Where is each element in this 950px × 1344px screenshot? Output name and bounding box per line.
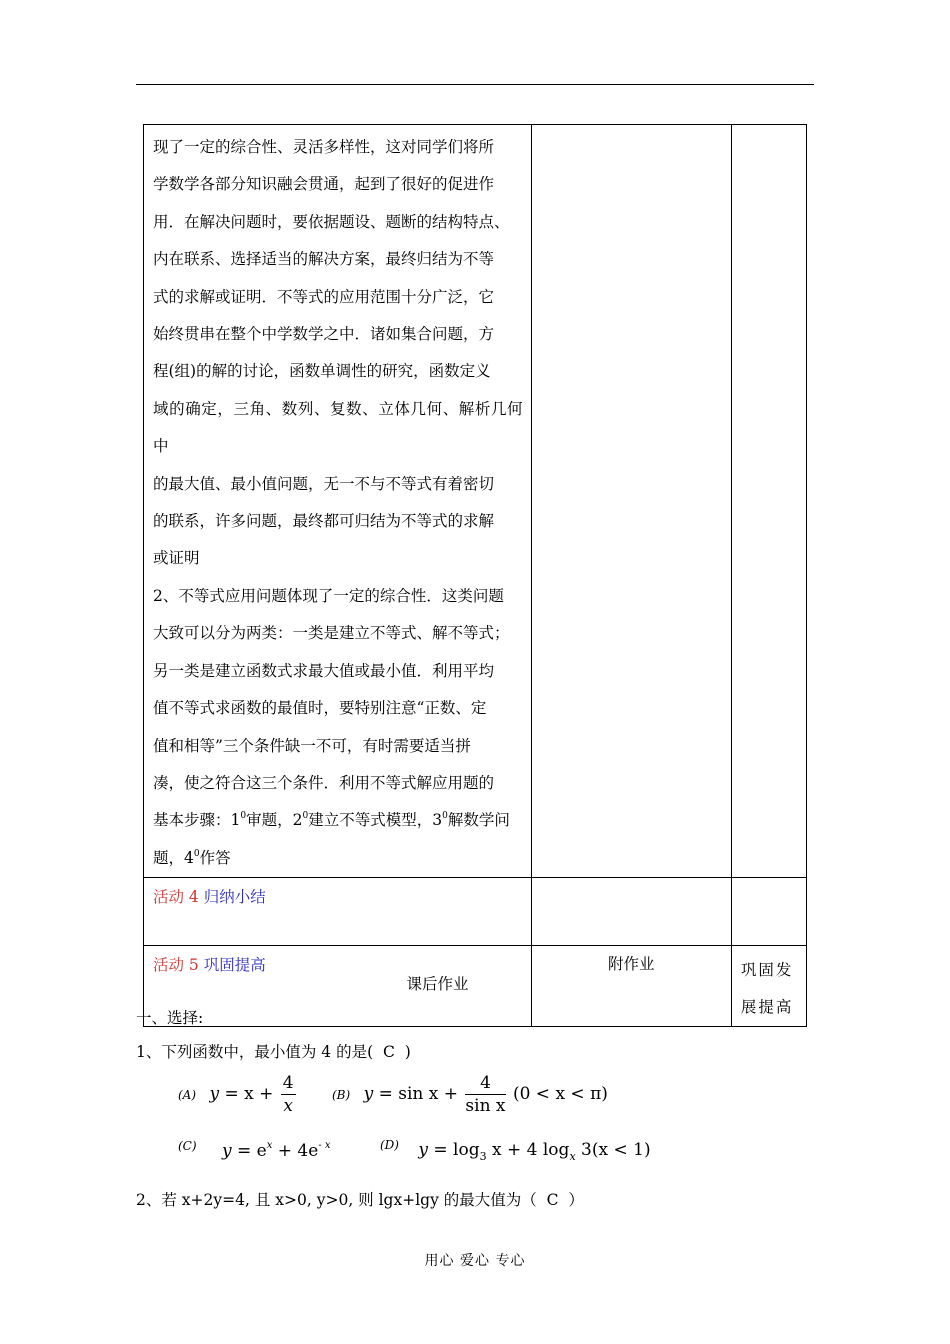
text-line: 2、不等式应用问题体现了一定的综合性．这类问题 bbox=[153, 586, 504, 605]
text-line: 值不等式求函数的最值时，要特别注意“正数、定 bbox=[153, 699, 487, 718]
question-1: 1、下列函数中，最小值为 4 的是( C ) bbox=[136, 1043, 411, 1061]
q1-answer: C bbox=[383, 1043, 395, 1061]
option-c: $^{(C)}$ $y = e^x + 4e^{- x}$ bbox=[178, 1139, 331, 1161]
text-line: 程(组)的解的讨论，函数单调性的研究，函数定义 bbox=[153, 362, 491, 381]
homework-title: 课后作业 bbox=[406, 975, 469, 993]
q2-answer: C bbox=[546, 1191, 559, 1209]
text-line: 内在联系、选择适当的解决方案，最终归结为不等 bbox=[153, 250, 495, 269]
page-footer: 用心 爱心 专心 bbox=[424, 1253, 526, 1269]
text-line: 大致可以分为两类：一类是建立不等式、解不等式； bbox=[153, 624, 510, 643]
summary-paragraph bbox=[144, 125, 531, 877]
lesson-table bbox=[143, 124, 807, 1027]
text-line: 现了一定的综合性、灵活多样性，这对同学们将所 bbox=[153, 138, 495, 156]
paragraph-2 bbox=[153, 578, 523, 802]
table-row bbox=[144, 878, 807, 946]
activity-5-label: 巩固提高 bbox=[203, 956, 266, 975]
text-line: 的最大值、最小值问题，无一不与不等式有着密切 bbox=[153, 474, 495, 493]
text-line: 始终贯串在整个中学数学之中．诸如集合问题，方 bbox=[153, 325, 495, 344]
activity-4-number: 活动 4 bbox=[153, 888, 204, 907]
option-d: $^{(D)}$ $y = \log_3 x + 4$ $\log_x 3(x < 1)$ bbox=[380, 1138, 651, 1163]
text-line: 式的求解或证明．不等式的应用范围十分广泛，它 bbox=[153, 287, 495, 306]
text-line: 或证明 bbox=[153, 549, 200, 568]
question-2: 2、若 x+2y=4, 且 x>0, y>0, 则 lgx+lgy 的最大值为（ C ） bbox=[136, 1191, 584, 1209]
option-a: (A) y = x + $\frac{4}{x}$ bbox=[178, 1073, 294, 1116]
goal-label: 巩固发展提高 bbox=[740, 961, 794, 1017]
homework-label: 附作业 bbox=[607, 955, 655, 974]
steps-line: 基本步骤：$1^0$审题，$2^0$建立不等式模型，$3^0$解数学问 bbox=[153, 811, 510, 830]
text-line: 学数学各部分知识融会贯通，起到了很好的促进作 bbox=[153, 175, 495, 194]
text-line: 另一类是建立函数式求最大值或最小值．利用平均 bbox=[153, 661, 495, 680]
activity-4-label: 归纳小结 bbox=[203, 888, 266, 907]
section-title: 一、选择: bbox=[136, 1009, 204, 1027]
empty-cell bbox=[531, 125, 731, 878]
empty-cell bbox=[531, 878, 731, 946]
text-line: 用．在解决问题时，要依据题设、题断的结构特点、 bbox=[153, 212, 510, 231]
last-line: 题，$4^0$作答 bbox=[153, 848, 231, 867]
text-line: 凑，使之符合这三个条件．利用不等式解应用题的 bbox=[153, 773, 495, 792]
empty-cell bbox=[731, 125, 806, 878]
text-line: 值和相等”三个条件缺一不可，有时需要适当拼 bbox=[153, 736, 471, 755]
activity-5-number: 活动 5 bbox=[153, 956, 204, 975]
activity-4-cell bbox=[144, 878, 532, 946]
empty-cell bbox=[731, 878, 806, 946]
option-b: (B) y = sin x + $\frac{4}{\text{sin x}}$ (0 < x < π) bbox=[332, 1073, 608, 1116]
text-line: 的联系，许多问题，最终都可归结为不等式的求解 bbox=[153, 512, 495, 531]
table-row bbox=[144, 125, 807, 878]
paragraph-1 bbox=[153, 129, 523, 578]
content-cell bbox=[144, 125, 532, 878]
text-line: 域的确定，三角、数列、复数、立体几何、解析几何中 bbox=[153, 399, 523, 456]
header-rule bbox=[136, 84, 814, 85]
